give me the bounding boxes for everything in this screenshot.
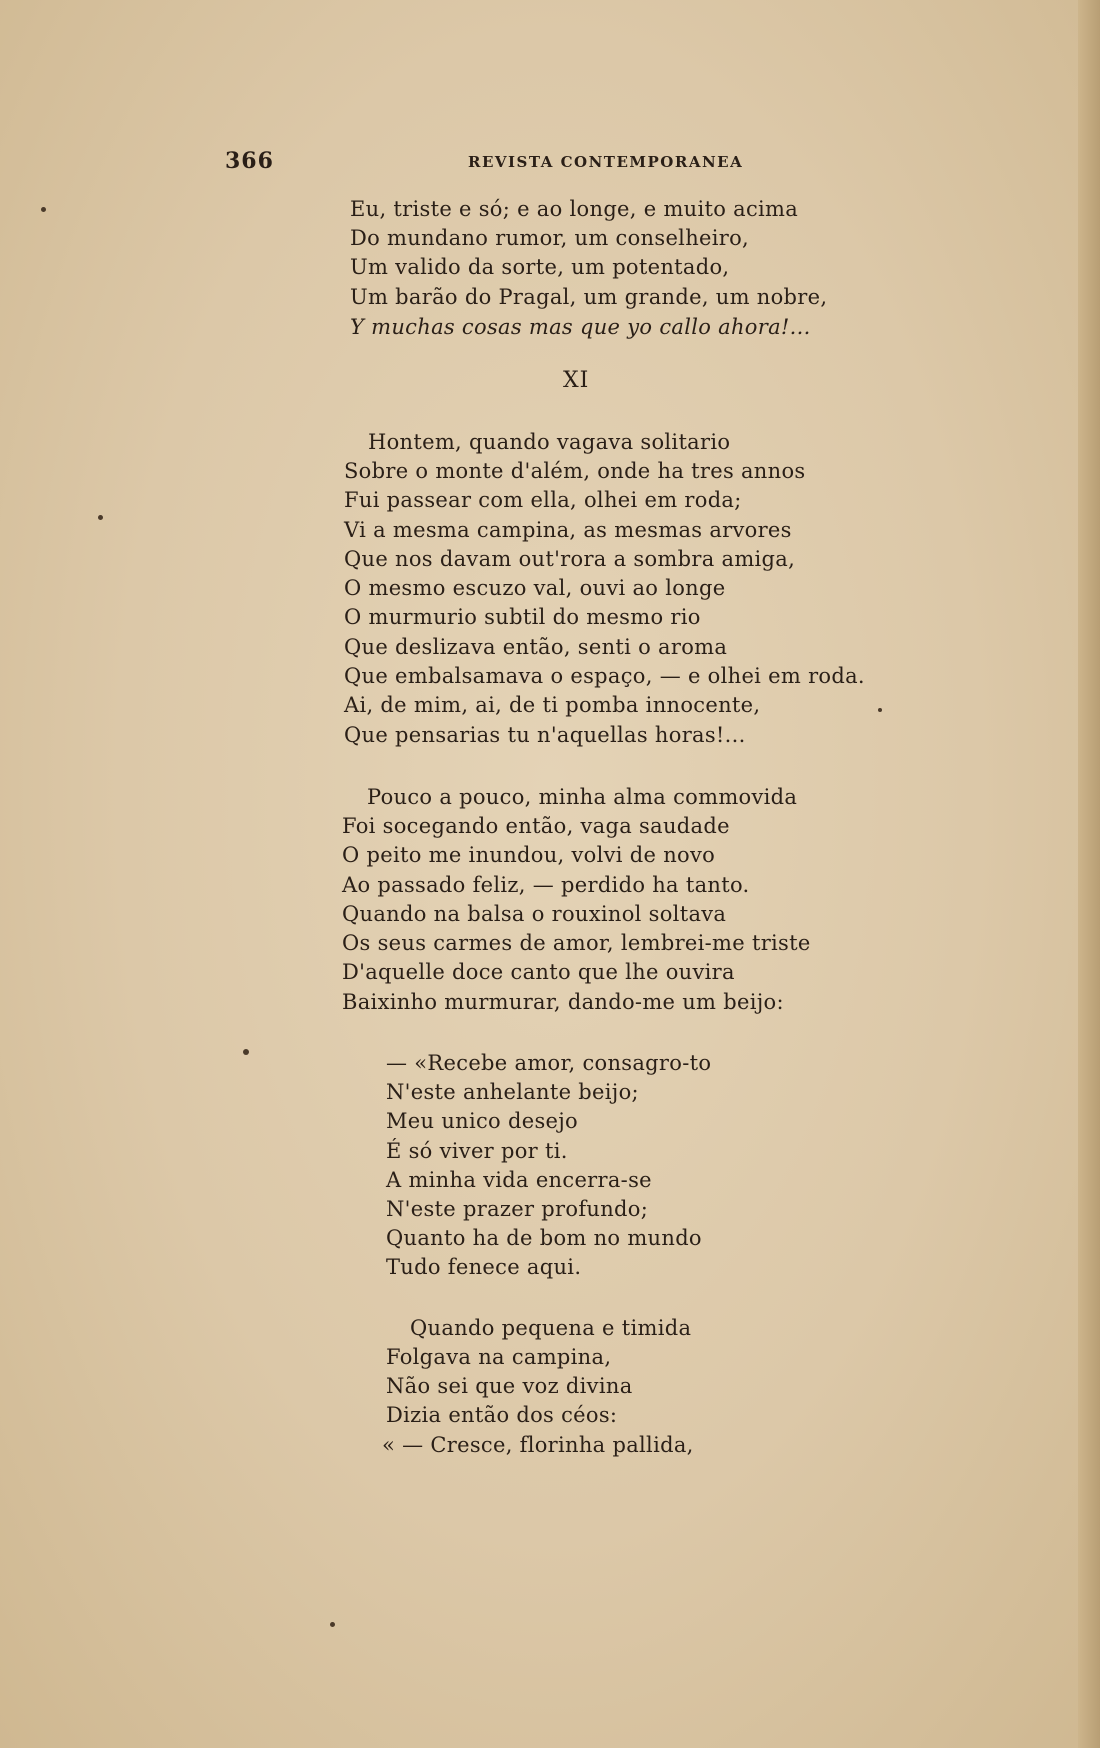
poem-line: Que nos davam out'rora a sombra amiga, [344,547,796,571]
poem-line: Os seus carmes de amor, lembrei-me triste [342,931,811,955]
poem-line: Tudo fenece aqui. [386,1255,582,1279]
poem-line: Fui passear com ella, olhei em roda; [344,488,742,512]
paper-speck [41,207,46,212]
poem-line: Um barão do Pragal, um grande, um nobre, [350,285,828,309]
poem-line: N'este anhelante beijo; [386,1080,639,1104]
poem-line: O murmurio subtil do mesmo rio [344,605,701,629]
poem-line: A minha vida encerra-se [386,1168,652,1192]
poem-line: Quando pequena e timida [410,1316,692,1340]
poem-line: Baixinho murmurar, dando-me um beijo: [342,990,784,1014]
poem-line: Meu unico desejo [386,1109,579,1133]
page-number: 366 [225,148,274,174]
poem-line: Que pensarias tu n'aquellas horas!... [344,723,746,747]
paper-speck [243,1049,249,1055]
poem-line: Foi socegando então, vaga saudade [342,814,730,838]
poem-line: Não sei que voz divina [386,1374,633,1398]
poem-line: Um valido da sorte, um potentado, [350,255,730,279]
poem-line: Do mundano rumor, um conselheiro, [350,226,750,250]
poem-line-italic: Y muchas cosas mas que yo callo ahora!... [350,315,811,339]
running-title: REVISTA CONTEMPORANEA [468,153,744,171]
paper-speck [98,515,103,520]
poem-line: Sobre o monte d'além, onde ha tres annos [344,459,806,483]
poem-line: Quanto ha de bom no mundo [386,1226,702,1250]
poem-line: Que embalsamava o espaço, — e olhei em roda. [344,664,865,688]
page-header [0,148,1100,178]
poem-line: Dizia então dos céos: [386,1403,618,1427]
page-edge [1078,0,1100,1748]
poem-line: Que deslizava então, senti o aroma [344,635,728,659]
poem-line: — «Recebe amor, consagro-to [386,1051,712,1075]
poem-line: Folgava na campina, [386,1345,612,1369]
poem-line: O mesmo escuzo val, ouvi ao longe [344,576,726,600]
poem-line: Ai, de mim, ai, de ti pomba innocente, [344,693,761,717]
poem-line: Ao passado feliz, — perdido ha tanto. [342,873,750,897]
poem-line: Pouco a pouco, minha alma commovida [367,785,798,809]
paper-speck [330,1622,335,1627]
poem-line: D'aquelle doce canto que lhe ouvira [342,960,735,984]
poem-line: Vi a mesma campina, as mesmas arvores [344,518,792,542]
poem-line: Quando na balsa o rouxinol soltava [342,902,727,926]
poem-line: « — Cresce, florinha pallida, [382,1433,694,1457]
poem-line: Hontem, quando vagava solitario [368,430,731,454]
poem-line: N'este prazer profundo; [386,1197,649,1221]
poem-line: O peito me inundou, volvi de novo [342,843,716,867]
section-heading: XI [563,368,590,393]
poem-line: Eu, triste e só; e ao longe, e muito acima [350,197,799,221]
poem-line: É só viver por ti. [386,1139,568,1163]
paper-speck [878,708,882,712]
